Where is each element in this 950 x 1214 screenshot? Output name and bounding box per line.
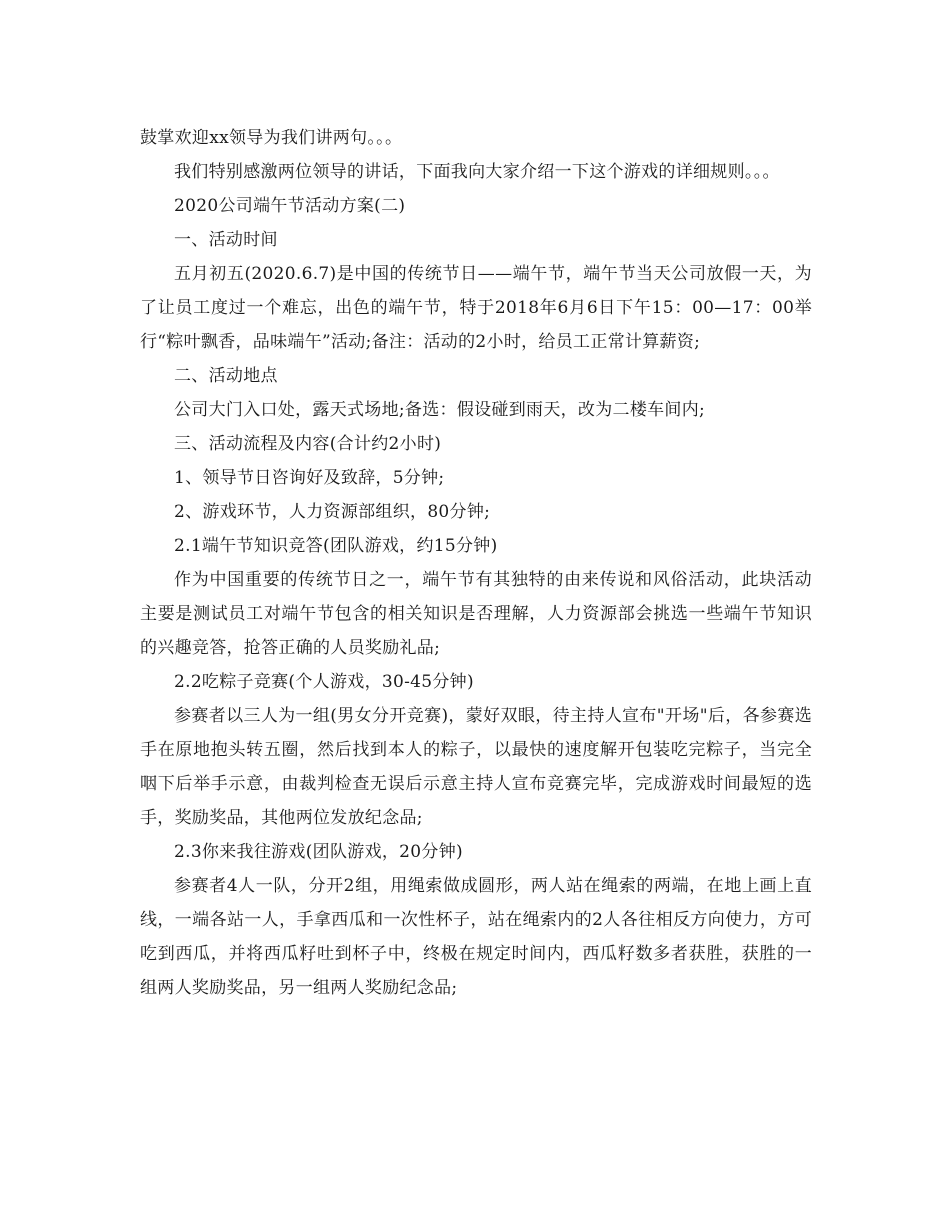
paragraph-tug-game: 参赛者4人一队，分开2组，用绳索做成圆形，两人站在绳索的两端，在地上画上直线，一端各站一人，手拿西瓜和一次性杯子，站在绳索内的2人各往相反方向使力，方可吃到西瓜，并将西瓜籽吐到杯子中，终极在规定时间内，西瓜籽数多者获胜，获胜的一组两人奖励奖品，另一组两人奖励纪念品; (140, 876, 812, 998)
paragraph-activity-location: 公司大门入口处，露天式场地;备选：假设碰到雨天，改为二楼车间内; (174, 400, 706, 420)
heading-quiz: 2.1端午节知识竞答(团队游戏，约15分钟) (174, 536, 498, 556)
heading-activity-location: 二、活动地点 (174, 366, 278, 386)
heading-zongzi-contest: 2.2吃粽子竞赛(个人游戏，30-45分钟) (174, 672, 474, 692)
paragraph-zongzi-contest: 参赛者以三人为一组(男女分开竞赛)，蒙好双眼，待主持人宣布"开场"后，各参赛选手在原地抱头转五圈，然后找到本人的粽子，以最快的速度解开包装吃完粽子，当完全咽下后举手示意，由裁判检查无误后示意主持人宣布竞赛完毕，完成游戏时间最短的选手，奖励奖品，其他两位发放纪念品; (140, 706, 812, 828)
heading-activity-time: 一、活动时间 (174, 230, 278, 250)
document-body (140, 121, 812, 1005)
paragraph-activity-time: 五月初五(2020.6.7)是中国的传统节日——端午节，端午节当天公司放假一天，为了让员工度过一个难忘，出色的端午节，特于2018年6月6日下午15：00—17：00举行“粽叶飘香，品味端午”活动;备注：活动的2小时，给员工正常计算薪资; (140, 264, 812, 352)
heading-tug-game: 2.3你来我往游戏(团队游戏，20分钟) (174, 842, 463, 862)
list-item-games: 2、游戏环节，人力资源部组织，80分钟; (174, 502, 491, 522)
section-title: 2020公司端午节活动方案(二) (174, 196, 406, 216)
paragraph-applause: 鼓掌欢迎xx领导为我们讲两句。。。 (140, 128, 403, 148)
paragraph-quiz: 作为中国重要的传统节日之一，端午节有其独特的由来传说和风俗活动，此块活动主要是测试员工对端午节包含的相关知识是否理解，人力资源部会挑选一些端午节知识的兴趣竞答，抢答正确的人员奖励礼品; (140, 570, 812, 658)
list-item-leader-speech: 1、领导节日咨询好及致辞，5分钟; (174, 468, 445, 488)
paragraph-thanks: 我们特别感激两位领导的讲话，下面我向大家介绍一下这个游戏的详细规则。。。 (174, 162, 780, 182)
heading-activity-flow: 三、活动流程及内容(合计约2小时) (174, 434, 442, 454)
